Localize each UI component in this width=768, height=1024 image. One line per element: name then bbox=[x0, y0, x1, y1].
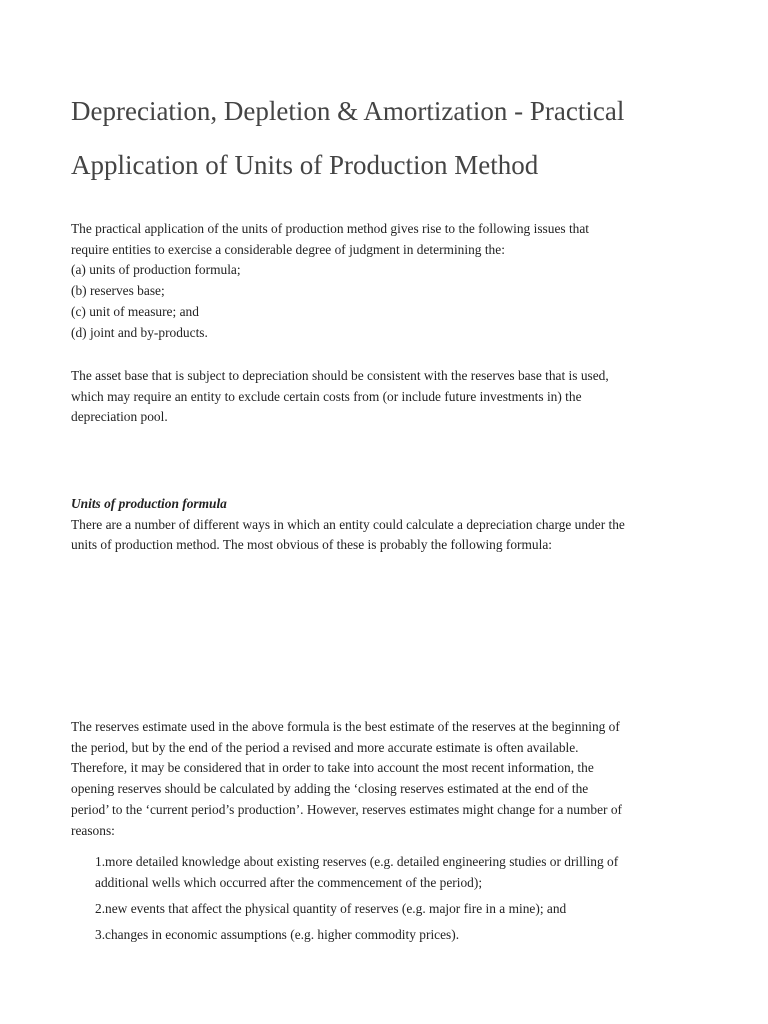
intro-line: (a) units of production formula; bbox=[71, 262, 241, 278]
reserves-line: The reserves estimate used in the above formula is the best estimate of the reserves at the beginning of bbox=[71, 719, 620, 734]
formula-line: units of production method. The most obvious of these is probably the following formula: bbox=[71, 537, 553, 553]
reason-item bbox=[95, 898, 720, 919]
title-line-1: Depreciation, Depletion & Amortization - Practical bbox=[71, 96, 625, 126]
formula-line: There are a number of different ways in which an entity could calculate a depreciation charge under the bbox=[71, 516, 625, 532]
intro-line: The practical application of the units of production method gives rise to the following issues that bbox=[71, 221, 590, 236]
reserves-line: period’ to the ‘current period’s production’. However, reserves estimates might change for a number of bbox=[71, 801, 623, 817]
reason-text: 2.new events that affect the physical quantity of reserves (e.g. major fire in a mine); and bbox=[95, 901, 567, 916]
reserves-line: reasons: bbox=[71, 822, 115, 838]
asset-base-line: which may require an entity to exclude certain costs from (or include future investments in) the bbox=[71, 388, 582, 404]
reasons-list bbox=[95, 851, 720, 950]
intro-paragraph bbox=[71, 219, 711, 343]
asset-base-line: The asset base that is subject to depreciation should be consistent with the reserves base that is used, bbox=[71, 368, 609, 383]
intro-line: (c) unit of measure; and bbox=[71, 303, 199, 319]
reason-item bbox=[95, 924, 720, 945]
reason-text: 3.changes in economic assumptions (e.g. higher commodity prices). bbox=[95, 927, 460, 942]
reason-text: 1.more detailed knowledge about existing reserves (e.g. detailed engineering studies or drilling of bbox=[95, 854, 619, 869]
page-title bbox=[71, 84, 731, 192]
title-line-2: Application of Units of Production Method bbox=[71, 150, 539, 180]
intro-line: (d) joint and by-products. bbox=[71, 324, 208, 340]
reserves-estimate-paragraph bbox=[71, 717, 711, 841]
reserves-line: the period, but by the end of the period a revised and more accurate estimate is often available. bbox=[71, 739, 579, 755]
reason-text: additional wells which occurred after the commencement of the period); bbox=[95, 875, 483, 890]
intro-line: require entities to exercise a considerable degree of judgment in determining the: bbox=[71, 241, 505, 257]
intro-line: (b) reserves base; bbox=[71, 283, 165, 299]
reason-item bbox=[95, 851, 720, 893]
asset-base-paragraph bbox=[71, 366, 711, 428]
asset-base-line: depreciation pool. bbox=[71, 409, 168, 425]
reserves-line: opening reserves should be calculated by adding the ‘closing reserves estimated at the end of the bbox=[71, 781, 589, 797]
reserves-line: Therefore, it may be considered that in order to take into account the most recent information, the bbox=[71, 760, 594, 776]
section-heading: Units of production formula bbox=[71, 496, 227, 511]
formula-section bbox=[71, 494, 711, 556]
